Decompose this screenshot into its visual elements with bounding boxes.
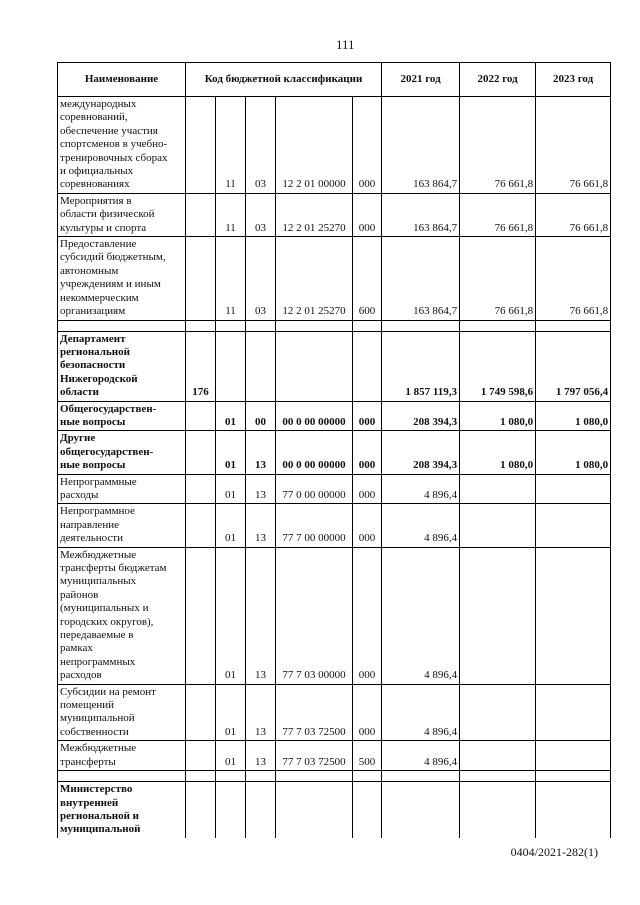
cell-section-code [216, 320, 246, 331]
cell-name: Субсидии на ремонт помещений муниципальной собственности [58, 684, 186, 741]
cell-name: Департамент региональной безопасности Нижегородской области [58, 331, 186, 401]
cell-target-article: 00 0 00 00000 [276, 431, 353, 474]
budget-table [57, 62, 611, 838]
document-code: 0404/2021-282(1) [510, 845, 598, 859]
cell-target-article: 12 2 01 25270 [276, 237, 353, 320]
cell-subsection-code: 13 [246, 684, 276, 741]
table-row [58, 741, 611, 771]
cell-amount-2023 [536, 771, 611, 782]
cell-target-article [276, 782, 353, 838]
cell-ministry-code [186, 504, 216, 547]
header-name: Наименование [58, 63, 186, 97]
cell-expense-type: 000 [353, 474, 382, 504]
cell-amount-2022 [460, 741, 536, 771]
header-year-2021: 2021 год [382, 63, 460, 97]
cell-ministry-code [186, 193, 216, 236]
cell-ministry-code [186, 431, 216, 474]
cell-amount-2023 [536, 320, 611, 331]
cell-section-code [216, 331, 246, 401]
cell-amount-2021: 4 896,4 [382, 684, 460, 741]
cell-amount-2022: 1 749 598,6 [460, 331, 536, 401]
cell-amount-2021 [382, 782, 460, 838]
cell-ministry-code: 176 [186, 331, 216, 401]
table-body [58, 97, 611, 838]
table-row [58, 193, 611, 236]
cell-ministry-code [186, 741, 216, 771]
cell-subsection-code: 13 [246, 474, 276, 504]
cell-amount-2023 [536, 684, 611, 741]
cell-amount-2023 [536, 741, 611, 771]
cell-ministry-code [186, 684, 216, 741]
cell-amount-2021: 1 857 119,3 [382, 331, 460, 401]
cell-name: Предоставление субсидий бюджетным, автономным учреждениям и иным некоммерческим организациям [58, 237, 186, 320]
cell-name [58, 771, 186, 782]
cell-expense-type: 000 [353, 684, 382, 741]
cell-section-code: 01 [216, 547, 246, 684]
cell-target-article: 77 7 03 72500 [276, 684, 353, 741]
cell-section-code: 01 [216, 401, 246, 431]
cell-section-code: 01 [216, 474, 246, 504]
cell-amount-2022: 76 661,8 [460, 193, 536, 236]
cell-ministry-code [186, 320, 216, 331]
cell-section-code: 11 [216, 97, 246, 194]
cell-amount-2023: 76 661,8 [536, 97, 611, 194]
cell-subsection-code: 13 [246, 431, 276, 474]
cell-target-article: 77 7 03 72500 [276, 741, 353, 771]
cell-subsection-code: 00 [246, 401, 276, 431]
cell-section-code: 01 [216, 431, 246, 474]
cell-target-article: 77 7 00 00000 [276, 504, 353, 547]
cell-section-code: 11 [216, 237, 246, 320]
cell-ministry-code [186, 547, 216, 684]
cell-expense-type: 000 [353, 431, 382, 474]
header-year-2023: 2023 год [536, 63, 611, 97]
table-row [58, 237, 611, 320]
cell-ministry-code [186, 474, 216, 504]
table-row [58, 782, 611, 838]
cell-subsection-code [246, 331, 276, 401]
cell-amount-2022: 1 080,0 [460, 401, 536, 431]
cell-target-article: 12 2 01 25270 [276, 193, 353, 236]
cell-target-article: 77 0 00 00000 [276, 474, 353, 504]
cell-ministry-code [186, 401, 216, 431]
cell-ministry-code [186, 237, 216, 320]
cell-amount-2022 [460, 474, 536, 504]
cell-amount-2023 [536, 547, 611, 684]
spacer-row [58, 320, 611, 331]
table-row [58, 97, 611, 194]
cell-name: Межбюджетные трансферты [58, 741, 186, 771]
cell-amount-2023: 1 080,0 [536, 401, 611, 431]
cell-expense-type: 000 [353, 401, 382, 431]
cell-subsection-code: 13 [246, 741, 276, 771]
cell-target-article: 12 2 01 00000 [276, 97, 353, 194]
cell-name: Межбюджетные трансферты бюджетам муниципальных районов (муниципальных и городских округов), передаваемые в рамках непрограммных расходов [58, 547, 186, 684]
cell-section-code [216, 771, 246, 782]
cell-name: Общегосударствен- ные вопросы [58, 401, 186, 431]
table-row [58, 547, 611, 684]
cell-target-article: 77 7 03 00000 [276, 547, 353, 684]
cell-target-article [276, 320, 353, 331]
table-row [58, 401, 611, 431]
cell-subsection-code: 03 [246, 237, 276, 320]
cell-subsection-code [246, 771, 276, 782]
cell-amount-2021: 208 394,3 [382, 431, 460, 474]
cell-target-article [276, 771, 353, 782]
cell-expense-type [353, 771, 382, 782]
cell-amount-2022: 76 661,8 [460, 97, 536, 194]
cell-expense-type: 000 [353, 193, 382, 236]
cell-amount-2021 [382, 771, 460, 782]
table-row [58, 684, 611, 741]
cell-amount-2023 [536, 474, 611, 504]
cell-section-code: 01 [216, 504, 246, 547]
cell-amount-2021: 163 864,7 [382, 237, 460, 320]
cell-name: международных соревнований, обеспечение участия спортсменов в учебно- тренировочных сборах и официальных соревнованиях [58, 97, 186, 194]
cell-amount-2022: 76 661,8 [460, 237, 536, 320]
cell-amount-2023 [536, 504, 611, 547]
cell-ministry-code [186, 771, 216, 782]
cell-amount-2023 [536, 782, 611, 838]
cell-expense-type: 600 [353, 237, 382, 320]
cell-expense-type [353, 782, 382, 838]
cell-section-code: 01 [216, 684, 246, 741]
cell-subsection-code: 13 [246, 547, 276, 684]
header-classification-code: Код бюджетной классификации [186, 63, 382, 97]
cell-expense-type: 000 [353, 547, 382, 684]
table-row [58, 431, 611, 474]
cell-amount-2022 [460, 547, 536, 684]
cell-amount-2021 [382, 320, 460, 331]
cell-subsection-code: 13 [246, 504, 276, 547]
cell-name: Министерство внутренней региональной и муниципальной [58, 782, 186, 838]
cell-expense-type: 000 [353, 504, 382, 547]
cell-target-article [276, 331, 353, 401]
cell-target-article: 00 0 00 00000 [276, 401, 353, 431]
cell-amount-2021: 163 864,7 [382, 97, 460, 194]
cell-amount-2021: 163 864,7 [382, 193, 460, 236]
cell-expense-type: 500 [353, 741, 382, 771]
cell-name: Непрограммное направление деятельности [58, 504, 186, 547]
spacer-row [58, 771, 611, 782]
cell-amount-2021: 4 896,4 [382, 474, 460, 504]
cell-name: Мероприятия в области физической культуры и спорта [58, 193, 186, 236]
cell-amount-2022 [460, 782, 536, 838]
cell-subsection-code [246, 782, 276, 838]
header-year-2022: 2022 год [460, 63, 536, 97]
cell-subsection-code [246, 320, 276, 331]
cell-amount-2021: 208 394,3 [382, 401, 460, 431]
cell-name [58, 320, 186, 331]
table-row [58, 504, 611, 547]
cell-expense-type [353, 320, 382, 331]
table-row [58, 474, 611, 504]
cell-section-code: 01 [216, 741, 246, 771]
cell-section-code: 11 [216, 193, 246, 236]
cell-amount-2022 [460, 771, 536, 782]
table-header [58, 63, 611, 97]
cell-ministry-code [186, 97, 216, 194]
cell-expense-type: 000 [353, 97, 382, 194]
header-row [58, 63, 611, 97]
cell-ministry-code [186, 782, 216, 838]
cell-section-code [216, 782, 246, 838]
cell-amount-2022 [460, 320, 536, 331]
cell-subsection-code: 03 [246, 97, 276, 194]
cell-amount-2022: 1 080,0 [460, 431, 536, 474]
cell-subsection-code: 03 [246, 193, 276, 236]
cell-amount-2023: 1 797 056,4 [536, 331, 611, 401]
cell-amount-2023: 1 080,0 [536, 431, 611, 474]
cell-amount-2023: 76 661,8 [536, 193, 611, 236]
cell-amount-2022 [460, 504, 536, 547]
cell-amount-2021: 4 896,4 [382, 741, 460, 771]
cell-name: Другие общегосударствен- ные вопросы [58, 431, 186, 474]
cell-amount-2021: 4 896,4 [382, 504, 460, 547]
page-number: 111 [336, 37, 355, 52]
cell-expense-type [353, 331, 382, 401]
table-row [58, 331, 611, 401]
cell-amount-2023: 76 661,8 [536, 237, 611, 320]
cell-amount-2021: 4 896,4 [382, 547, 460, 684]
cell-amount-2022 [460, 684, 536, 741]
cell-name: Непрограммные расходы [58, 474, 186, 504]
